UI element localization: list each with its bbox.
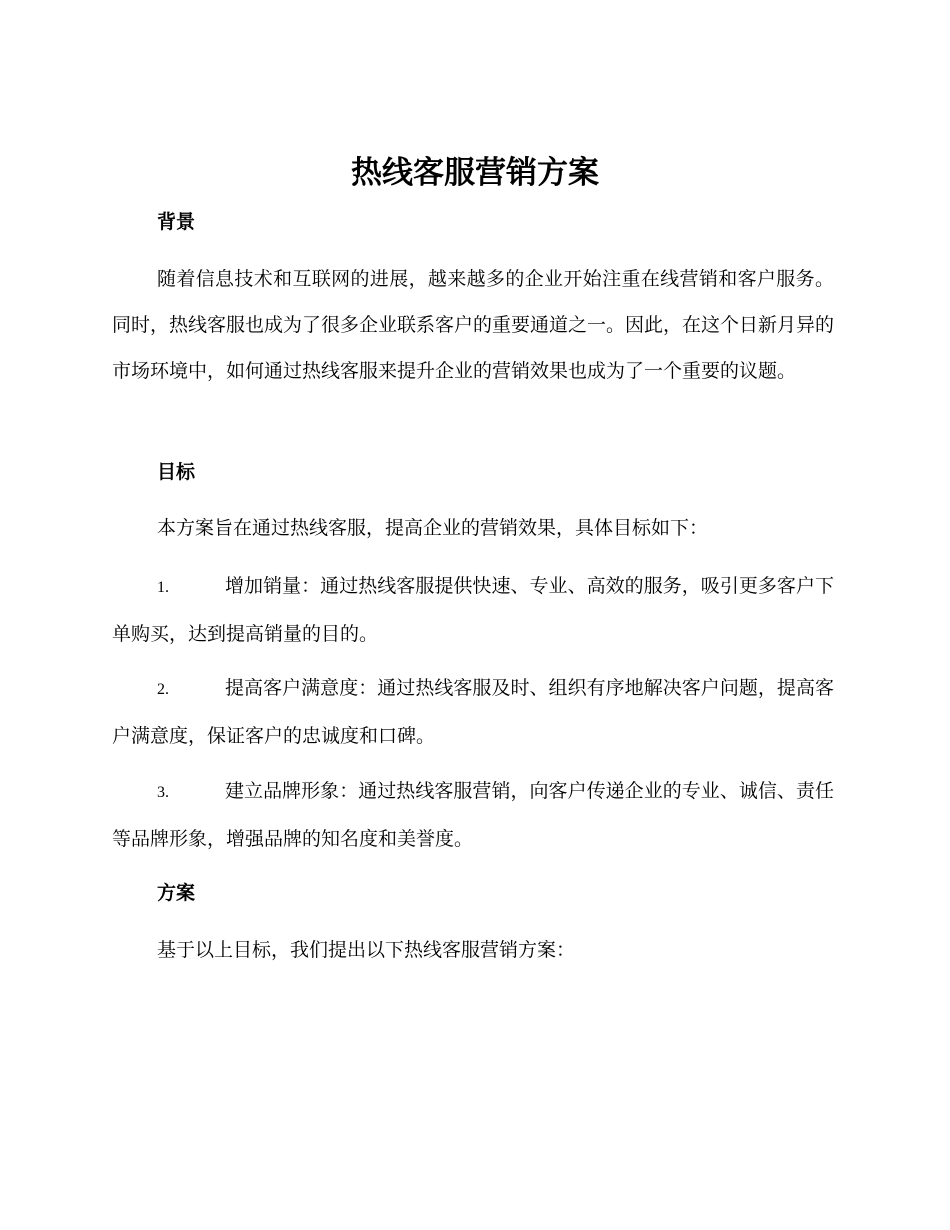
goal-list-item: [112, 768, 834, 862]
list-number: 2.: [157, 681, 169, 698]
section-heading-goals: 目标: [157, 461, 196, 483]
section-heading-background: 背景: [157, 211, 196, 233]
list-item-text: 建立品牌形象：通过热线客服营销，向客户传递企业的专业、诚信、责任等品牌形象，增强品牌的知名度和美誉度。: [112, 780, 834, 850]
list-item-text: 提高客户满意度：通过热线客服及时、组织有序地解决客户问题，提高客户满意度，保证客户的忠诚度和口碑。: [112, 677, 834, 747]
document-title: 热线客服营销方案: [351, 155, 599, 191]
section-heading-plan: 方案: [157, 882, 196, 904]
goal-list-item: [112, 563, 834, 657]
list-number: 1.: [157, 579, 169, 596]
background-paragraph: 随着信息技术和互联网的进展，越来越多的企业开始注重在线营销和客户服务。同时，热线客服也成为了很多企业联系客户的重要通道之一。因此，在这个日新月异的市场环境中，如何通过热线客服来提升企业的营销效果也成为了一个重要的议题。: [112, 268, 835, 382]
goals-intro-paragraph: 本方案旨在通过热线客服，提高企业的营销效果，具体目标如下：: [157, 517, 709, 539]
goal-list-item: [112, 665, 834, 759]
list-number: 3.: [157, 784, 169, 801]
plan-intro-paragraph: 基于以上目标，我们提出以下热线客服营销方案：: [157, 939, 576, 961]
list-item-text: 增加销量：通过热线客服提供快速、专业、高效的服务，吸引更多客户下单购买，达到提高销量的目的。: [112, 575, 834, 645]
